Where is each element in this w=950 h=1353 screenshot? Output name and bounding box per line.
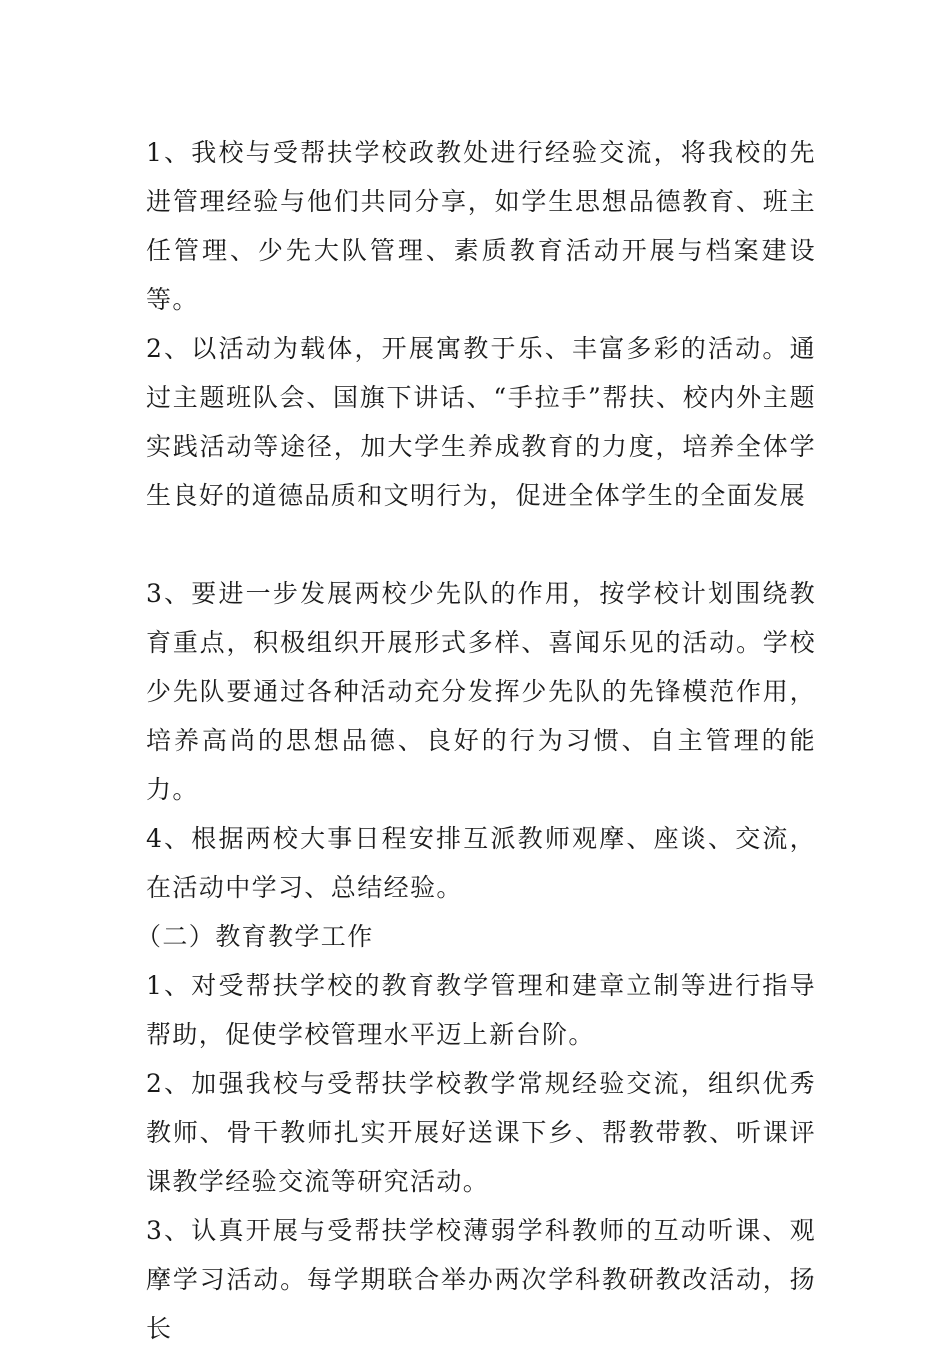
section-heading: （二）教育教学工作 [136,922,374,951]
paragraph-6: 2、加强我校与受帮扶学校教学常规经验交流，组织优秀教师、骨干教师扎实开展好送课下乡、帮教带教、听课评课教学经验交流等研究活动。 [146,1069,816,1196]
paragraph-3: 3、要进一步发展两校少先队的作用，按学校计划围绕教育重点，积极组织开展形式多样、喜闻乐见的活动。学校少先队要通过各种活动充分发挥少先队的先锋模范作用，培养高尚的思想品德、良好的行为习惯、自主管理的能力。 [146,579,816,804]
paragraph-1: 1、我校与受帮扶学校政教处进行经验交流，将我校的先进管理经验与他们共同分享，如学生思想品德教育、班主任管理、少先大队管理、素质教育活动开展与档案建设等。 [146,138,816,314]
paragraph-4: 4、根据两校大事日程安排互派教师观摩、座谈、交流，在活动中学习、总结经验。 [146,824,816,902]
paragraph-5: 1、对受帮扶学校的教育教学管理和建章立制等进行指导帮助，促使学校管理水平迈上新台阶。 [146,971,816,1049]
paragraph-7: 3、认真开展与受帮扶学校薄弱学科教师的互动听课、观摩学习活动。每学期联合举办两次学科教研教改活动，扬长 [146,1216,816,1343]
document-body [136,128,816,1353]
paragraph-2: 2、以活动为载体，开展寓教于乐、丰富多彩的活动。通过主题班队会、国旗下讲话、“手拉手”帮扶、校内外主题实践活动等途径，加大学生养成教育的力度，培养全体学生良好的道德品质和文明行为，促进全体学生的全面发展 [146,334,816,510]
